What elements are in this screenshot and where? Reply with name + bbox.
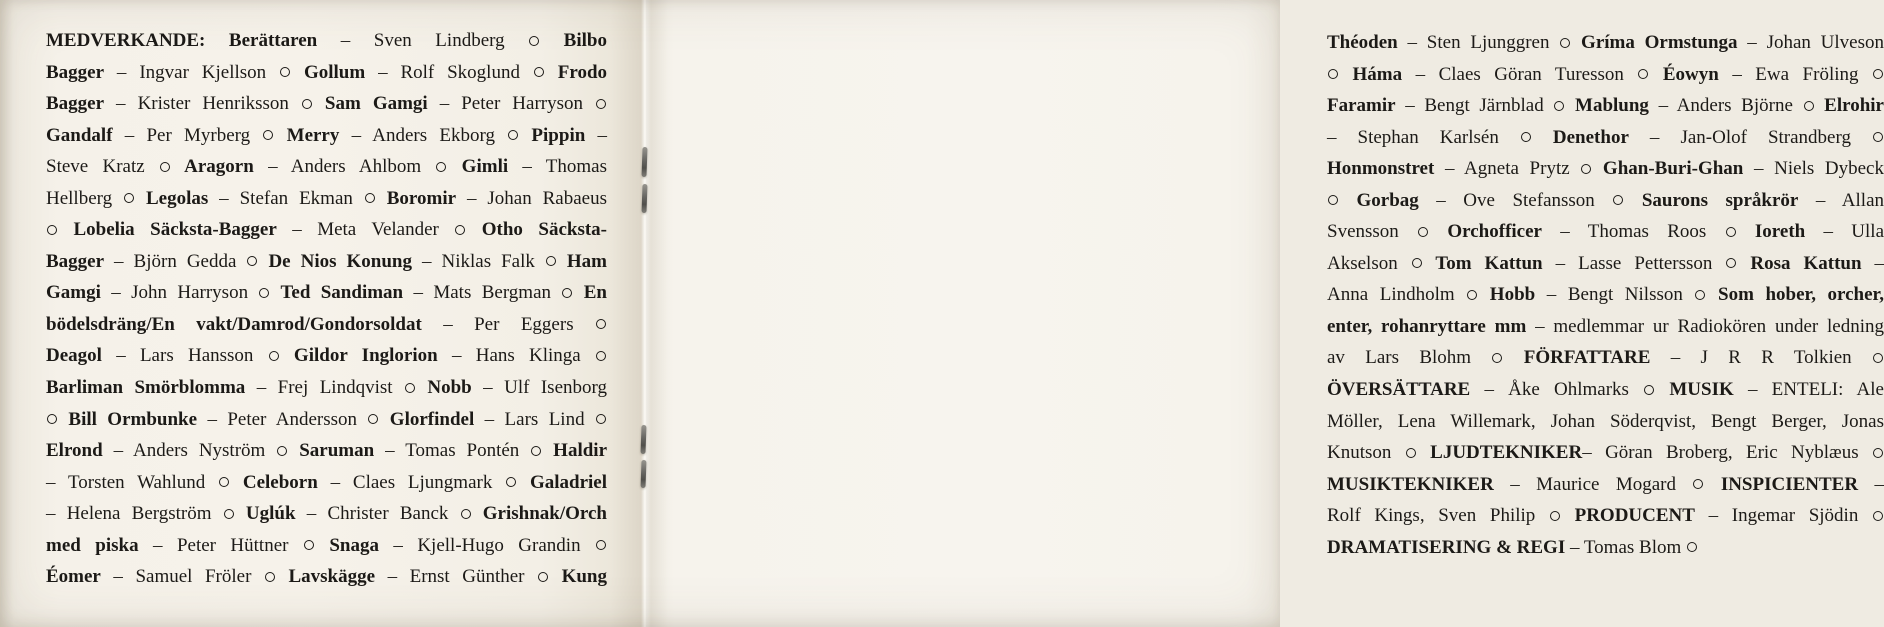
circle-separator-icon [538,572,548,582]
role-name: Snaga [314,534,379,556]
person-name: – Torsten Wahlund [46,471,219,493]
circle-separator-icon [596,351,606,361]
circle-separator-icon [269,351,279,361]
circle-separator-icon [596,414,606,424]
circle-separator-icon [455,225,465,235]
staple-leg-icon [641,184,647,213]
circle-separator-icon [1726,227,1736,237]
role-name: Rosa Kattun [1737,252,1862,274]
role-name: Tom Kattun [1422,252,1543,274]
role-name: med piska [46,534,139,556]
circle-separator-icon [1873,448,1883,458]
role-name: Bagger [46,250,105,272]
role-name: enter, rohanryttare mm [1327,315,1527,337]
person-name: – Ernst Günther [375,566,538,588]
person-name: – Maurice Mogard [1493,473,1693,495]
circle-separator-icon [1492,353,1502,363]
role-name: INSPICIENTER [1704,473,1859,495]
person-name: – Bengt Järnblad [1395,95,1554,117]
circle-separator-icon [1693,479,1703,489]
circle-separator-icon [302,99,312,109]
role-name: Orchofficer [1429,221,1542,243]
circle-separator-icon [1638,69,1648,79]
person-name: – Åke Ohlmarks [1470,379,1644,401]
credits-line [46,277,607,309]
circle-separator-icon [461,509,471,519]
role-name: Gríma Ormstunga [1571,32,1738,53]
role-name: Bagger [46,61,105,83]
credits-line [46,246,607,278]
circle-separator-icon [365,193,375,203]
circle-separator-icon [1873,132,1883,142]
person-name: – Ingvar Kjellson [104,61,280,83]
circle-separator-icon [124,193,134,203]
credits-line [1327,532,1884,564]
role-name: Som hober, orcher, [1706,284,1884,306]
person-name: – Björn Gedda [104,250,247,272]
role-name: PRODUCENT [1560,505,1695,527]
person-name: – Kjell-Hugo Grandin [378,534,595,556]
credits-line [1327,311,1884,343]
circle-separator-icon [1613,195,1623,205]
person-name: – Helena Bergström [46,503,223,525]
person-name: Svensson [1327,221,1418,243]
staple-leg-icon [640,425,646,454]
person-name: – Frej Lindqvist [245,377,404,399]
role-name: Gimli [447,156,509,178]
circle-separator-icon [1873,511,1883,521]
role-name: Merry [274,124,340,146]
credits-line [46,309,607,341]
role-name: Éomer [46,566,101,588]
person-name: – [1858,473,1884,495]
person-name: – Anders Ahlbom [253,156,436,178]
circle-separator-icon [259,288,269,298]
circle-separator-icon [546,256,556,266]
role-name: ÖVERSÄTTARE [1327,379,1471,401]
person-name: – Lars Lind [474,408,595,430]
person-name: – Lasse Pettersson [1542,252,1726,274]
circle-separator-icon [1644,385,1654,395]
circle-separator-icon [1554,101,1564,111]
circle-separator-icon [1521,132,1531,142]
credits-line [46,151,607,183]
circle-separator-icon [506,477,516,487]
circle-separator-icon [47,225,57,235]
credits-line [1327,500,1884,532]
role-name: Kung [549,566,607,588]
credits-line [1327,374,1884,406]
person-name: Akselson [1327,252,1411,274]
staple-leg-icon [641,460,647,488]
person-name: – Johan Rabaeus [456,187,608,209]
role-name: Ted Sandiman [270,282,404,304]
credits-line [1327,342,1884,374]
circle-separator-icon [1418,227,1428,237]
credits-line [1327,27,1884,59]
circle-separator-icon [562,288,572,298]
role-name: bödelsdräng/En vakt/Damrod/Gondorsoldat [46,313,422,335]
role-name: Gildor Inglorion [279,345,438,367]
credits-line [46,530,607,562]
person-name: – Anders Nyström [102,440,277,462]
person-name: – Peter Andersson [197,408,368,430]
circle-separator-icon [368,414,378,424]
person-name: – Niels Dybeck [1743,158,1884,180]
role-name: Bill Ormbunke [58,408,198,430]
person-name: – Sten Ljunggren [1397,32,1560,53]
role-name: De Nios Konung [258,250,412,272]
role-name: Ham [556,250,608,272]
role-name: Faramir [1327,95,1396,117]
role-name: Uglúk [234,503,296,525]
person-name: – Allan [1798,189,1884,211]
person-name: – Thomas [508,156,608,178]
person-name: – Ulla [1805,221,1884,243]
role-name: Gamgi [46,282,101,304]
circle-separator-icon [304,540,314,550]
credits-line [46,183,607,215]
circle-separator-icon [219,477,229,487]
person-name: – John Harryson [100,282,259,304]
role-name: Grishnak/Orch [471,503,607,525]
person-name: – Lars Hansson [101,345,268,367]
person-name: – Anders Ekborg [339,124,508,146]
circle-separator-icon [224,509,234,519]
credits-line [1327,185,1884,217]
booklet-page-right [646,0,1884,627]
circle-separator-icon [1328,195,1338,205]
role-name: Gorbag [1339,189,1419,211]
circle-separator-icon [596,540,606,550]
role-name: LJUDTEKNIKER [1416,442,1583,464]
role-name: Elrond [46,440,103,462]
person-name: – Hans Klinga [437,345,595,367]
role-name: Legolas [135,187,209,209]
person-name: Knutson [1327,442,1405,464]
role-name: Galadriel [517,471,607,493]
role-name: DRAMATISERING & REGI [1327,536,1566,558]
person-name: – Meta Velander [276,219,455,241]
role-name: Saruman [288,440,375,462]
person-name: – Mats Bergman [403,282,562,304]
person-name: Möller, Lena Willemark, Johan Söderqvist, Bengt Berger, Jonas [1327,410,1884,432]
role-name: Éowyn [1649,63,1719,85]
role-name: MUSIKTEKNIKER [1327,473,1494,495]
circle-separator-icon [265,572,275,582]
role-name: Otho Säcksta- [466,219,607,241]
role-name: Lavskägge [275,566,376,588]
circle-separator-icon [1550,511,1560,521]
role-name: Gandalf [46,124,113,146]
role-name: Haldir [542,440,608,462]
circle-separator-icon [436,162,446,172]
person-name: Steve Kratz [46,156,159,178]
person-name: – [1861,252,1884,274]
person-name: – Ewa Fröling [1718,63,1872,85]
role-name: Háma [1339,63,1403,85]
person-name: – Claes Ljungmark [317,471,506,493]
person-name: – Tomas Pontén [374,440,531,462]
role-name: Lobelia Säcksta-Bagger [58,219,277,241]
circle-separator-icon [508,130,518,140]
credits-line [46,435,607,467]
role-name: Hobb [1478,284,1536,306]
circle-separator-icon [1560,38,1570,48]
person-name: – Stephan Karlsén [1327,126,1520,148]
circle-separator-icon [1804,101,1814,111]
circle-separator-icon [1581,164,1591,174]
credits-line [1327,122,1884,154]
circle-separator-icon [531,446,541,456]
person-name: Rolf Kings, Sven Philip [1327,505,1549,527]
credits-column-right [1327,27,1884,563]
person-name: – Thomas Roos [1542,221,1725,243]
credits-line [1327,406,1884,438]
role-name: Glorfindel [379,408,475,430]
person-name: – Claes Göran Turesson [1402,63,1638,85]
person-name: – Ove Stefansson [1418,189,1613,211]
role-name: Mablung [1565,95,1649,117]
person-name: – Anders Björne [1648,95,1803,117]
circle-separator-icon [1873,69,1883,79]
circle-separator-icon [1726,258,1736,268]
role-name: Nobb [415,377,472,399]
circle-separator-icon [1328,69,1338,79]
circle-separator-icon [1695,290,1705,300]
role-name: Bilbo [540,30,607,51]
role-name: Deagol [46,345,102,367]
person-name: – Per Eggers [421,313,595,335]
person-name: – Peter Harryson [427,93,596,115]
circle-separator-icon [534,67,544,77]
role-name: Saurons språkrör [1624,189,1799,211]
credits-line [1327,469,1884,501]
person-name: – Sven Lindberg [317,30,529,51]
person-name: – J R R Tolkien [1650,347,1872,369]
credits-line [46,404,607,436]
role-name: Pippin [519,124,586,146]
person-name: – Johan Ulveson [1737,32,1884,53]
credits-line [46,88,607,120]
role-name: Ghan-Buri-Ghan [1592,158,1744,180]
circle-separator-icon [529,36,539,46]
circle-separator-icon [263,130,273,140]
credits-column-left [46,25,607,593]
person-name: – Samuel Fröler [100,566,264,588]
circle-separator-icon [47,414,57,424]
role-name: Denethor [1531,126,1629,148]
booklet-page-left [0,0,646,627]
circle-separator-icon [160,162,170,172]
role-name: En [573,282,607,304]
person-name: – Göran Broberg, Eric Nyblæus [1582,442,1872,464]
role-name: MEDVERKANDE: Berättaren [46,30,318,51]
circle-separator-icon [1467,290,1477,300]
role-name: FÖRFATTARE [1503,347,1651,369]
credits-line [1327,59,1884,91]
role-name: Frodo [544,61,608,83]
person-name: – Ulf Isenborg [471,377,607,399]
circle-separator-icon [1873,353,1883,363]
person-name: – [585,124,608,146]
person-name: – Bengt Nilsson [1535,284,1695,306]
person-name: Hellberg [46,187,124,209]
staple-leg-icon [641,147,647,177]
credits-line [1327,279,1884,311]
person-name: – Per Myrberg [112,124,263,146]
person-name: – Tomas Blom [1565,536,1687,558]
person-name: Anna Lindholm [1327,284,1467,306]
credits-line [1327,153,1884,185]
circle-separator-icon [247,256,257,266]
role-name: Aragorn [170,156,254,178]
credits-line [1327,216,1884,248]
role-name: Ioreth [1736,221,1806,243]
credits-line [46,561,607,593]
role-name: Gollum [291,61,366,83]
person-name: – Agneta Prytz [1434,158,1581,180]
role-name: MUSIK [1655,379,1734,401]
credits-line [1327,437,1884,469]
role-name: Boromir [375,187,457,209]
person-name: av Lars Blohm [1327,347,1492,369]
role-name: Elrohir [1814,95,1884,117]
person-name: – Christer Banck [295,503,460,525]
circle-separator-icon [1406,448,1416,458]
circle-separator-icon [596,319,606,329]
role-name: Celeborn [230,471,318,493]
person-name: – Peter Hüttner [138,534,303,556]
credits-line [46,120,607,152]
credits-line [46,498,607,530]
credits-line [46,467,607,499]
credits-line [1327,248,1884,280]
circle-separator-icon [277,446,287,456]
person-name: – Jan-Olof Strandberg [1628,126,1872,148]
person-name: – ENTELI: Ale [1733,379,1884,401]
person-name: – Stefan Ekman [208,187,364,209]
circle-separator-icon [1687,542,1697,552]
circle-separator-icon [280,67,290,77]
credits-line [46,25,607,57]
role-name: Sam Gamgi [312,93,428,115]
circle-separator-icon [405,383,415,393]
credits-line [46,214,607,246]
circle-separator-icon [596,99,606,109]
credits-line [46,340,607,372]
credits-line [46,372,607,404]
credits-line [1327,90,1884,122]
circle-separator-icon [1412,258,1422,268]
person-name: – Rolf Skoglund [365,61,533,83]
role-name: Théoden [1327,32,1398,53]
person-name: – Ingemar Sjödin [1694,505,1872,527]
role-name: Bagger [46,93,105,115]
person-name: – Niklas Falk [411,250,545,272]
person-name: – Krister Henriksson [104,93,301,115]
role-name: Honmonstret [1327,158,1435,180]
role-name: Barliman Smörblomma [46,377,246,399]
person-name: – medlemmar ur Radiokören under ledning [1526,315,1884,337]
credits-line [46,57,607,89]
